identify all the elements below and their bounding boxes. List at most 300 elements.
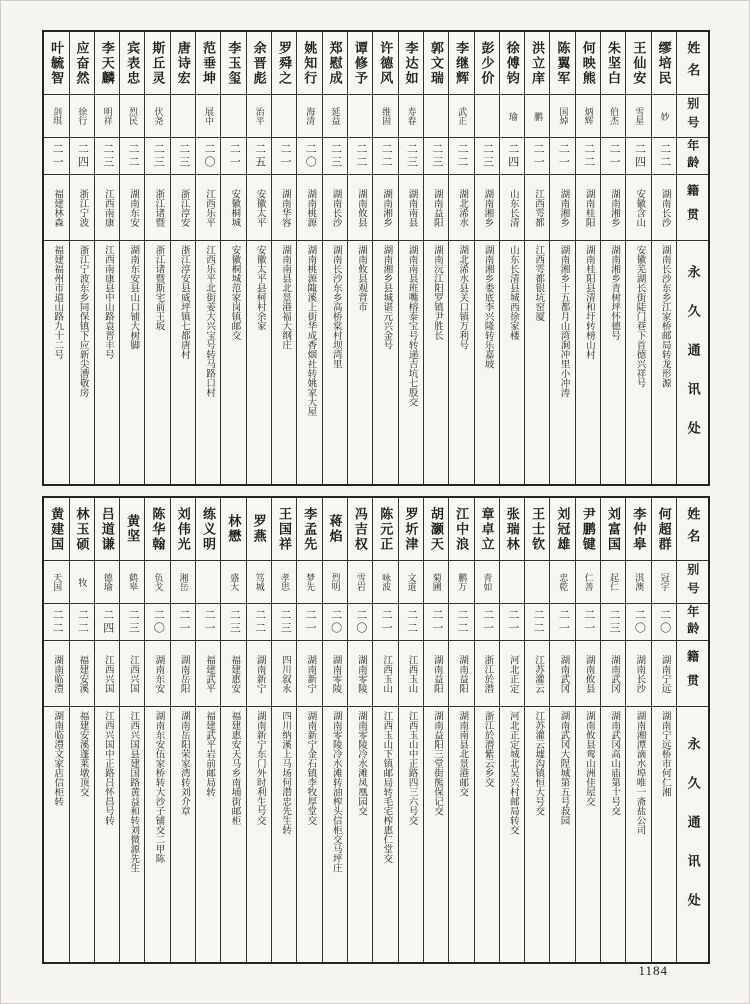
- person-name-cell: 罗舜之: [272, 32, 296, 95]
- person-name-cell: 胡灏天: [424, 498, 448, 561]
- person-alias-cell: 鹤皋: [120, 561, 144, 604]
- person-column: [119, 32, 144, 484]
- person-column: [600, 498, 625, 962]
- person-address-cell: 浙江宁波东乡同保镇下应新尖漕敬房: [77, 245, 88, 397]
- person-name-cell: 张瑞林: [500, 498, 524, 561]
- person-alias-cell: 起仁: [601, 561, 625, 604]
- person-column: [144, 32, 169, 484]
- person-age-cell: 二一: [297, 604, 321, 641]
- person-native-cell: 湖南长沙: [652, 175, 676, 241]
- person-age-cell: 二一: [576, 604, 600, 641]
- person-name-cell: 郭文瑞: [424, 32, 448, 95]
- person-alias-cell: 梦先: [297, 561, 321, 604]
- person-name-cell: 姚知行: [297, 32, 321, 95]
- person-native-cell: 福建惠安: [221, 641, 245, 707]
- person-age-cell: 二三: [399, 138, 423, 175]
- person-alias-cell: 延益: [323, 95, 347, 138]
- person-address-cell: 湖南湘潭滴水埠唯一斋盐公司: [634, 711, 645, 835]
- person-native-cell: 湖南武冈: [601, 641, 625, 707]
- person-native-cell: 安徽太平: [247, 175, 271, 241]
- person-name-cell: 谭修予: [348, 32, 372, 95]
- person-address-cell: 湖南桂阳县清和圩转榜山村: [583, 245, 594, 359]
- person-native-cell: 河北正定: [500, 641, 524, 707]
- person-native-cell: 安徽桐城: [221, 175, 245, 241]
- person-age-cell: 二一: [601, 138, 625, 175]
- person-age-cell: 二三: [95, 138, 119, 175]
- person-age-cell: 二二: [373, 138, 397, 175]
- person-column: [651, 498, 676, 962]
- person-native-cell: 江西乐平: [196, 175, 220, 241]
- person-native-cell: 湖南桂阳: [576, 175, 600, 241]
- person-name-cell: 余晋彪: [247, 32, 271, 95]
- person-column: [499, 32, 524, 484]
- person-native-cell: 湖南攸县: [576, 641, 600, 707]
- person-age-cell: 二三: [145, 138, 169, 175]
- person-native-cell: 湖北浠水: [449, 175, 473, 241]
- person-alias-cell: 文道: [399, 561, 423, 604]
- person-column: [549, 32, 574, 484]
- person-native-cell: 福建林森: [44, 175, 68, 241]
- person-alias-cell: 天国: [44, 561, 68, 604]
- person-age-cell: 二四: [500, 138, 524, 175]
- person-name-cell: 徐傅钧: [500, 32, 524, 95]
- person-column: [44, 498, 68, 962]
- person-name-cell: 许德风: [373, 32, 397, 95]
- person-address-cell: 湖南武冈大陧城第五号菽园: [558, 711, 569, 825]
- person-native-cell: 湖南长沙: [626, 641, 650, 707]
- person-address-cell: 江苏灌云墟沟镇恒大号交: [533, 711, 544, 816]
- person-native-cell: 浙江淳安: [171, 175, 195, 241]
- person-native-cell: 浙江诸暨: [145, 175, 169, 241]
- person-column: [347, 32, 372, 484]
- person-age-cell: 二四: [95, 604, 119, 641]
- person-column: [549, 498, 574, 962]
- person-name-cell: 陈元正: [373, 498, 397, 561]
- person-native-cell: 浙江於潜: [475, 641, 499, 707]
- person-column: [220, 498, 245, 962]
- person-alias-cell: 牧: [70, 561, 94, 604]
- person-alias-cell: 妙: [652, 95, 676, 138]
- person-native-cell: 江西兴国: [95, 641, 119, 707]
- person-column: [398, 498, 423, 962]
- person-alias-cell: 明祥: [95, 95, 119, 138]
- person-age-cell: 二三: [475, 138, 499, 175]
- person-alias-cell: 展中: [196, 95, 220, 138]
- person-native-cell: 湖南湘乡: [601, 175, 625, 241]
- person-name-cell: 林懋: [221, 498, 245, 561]
- person-column: [296, 32, 321, 484]
- person-native-cell: 安徽含山: [626, 175, 650, 241]
- person-age-cell: 二二: [576, 138, 600, 175]
- directory-content: [42, 30, 710, 964]
- person-native-cell: 福建武平: [196, 641, 220, 707]
- person-name-cell: 冯吉权: [348, 498, 372, 561]
- page-number: 1184: [638, 963, 668, 978]
- person-age-cell: 二〇: [348, 604, 372, 641]
- person-address-cell: 湖南南县北景港福大纲庄: [280, 245, 291, 350]
- person-address-cell: 湖南新宁东门外时利生号交: [254, 711, 265, 825]
- person-native-cell: 湖南益阳: [424, 641, 448, 707]
- person-native-cell: 山东长清: [500, 175, 524, 241]
- person-alias-cell: 烈明: [323, 561, 347, 604]
- person-column: [271, 498, 296, 962]
- person-name-cell: 李天麟: [95, 32, 119, 95]
- person-age-cell: 二〇: [196, 138, 220, 175]
- person-alias-cell: 烈民: [120, 95, 144, 138]
- person-column: [575, 32, 600, 484]
- person-alias-cell: [221, 95, 245, 138]
- person-address-cell: 浙江淳安县威坪镇七都唐村: [178, 245, 189, 359]
- person-column: [195, 498, 220, 962]
- person-column: [448, 498, 473, 962]
- person-alias-cell: 德瑜: [95, 561, 119, 604]
- person-address-cell: 安徽太平县柯村余家: [254, 245, 265, 331]
- person-native-cell: 湖南新宁: [247, 641, 271, 707]
- person-column: [220, 32, 245, 484]
- header-column: [676, 32, 708, 484]
- person-alias-cell: [348, 95, 372, 138]
- person-name-cell: 刘伟光: [171, 498, 195, 561]
- person-native-cell: 湖南桃源: [297, 175, 321, 241]
- person-age-cell: 二一: [475, 604, 499, 641]
- person-alias-cell: 治平: [247, 95, 271, 138]
- person-alias-cell: 徐行: [70, 95, 94, 138]
- person-alias-cell: 维固: [373, 95, 397, 138]
- person-address-cell: 福建武平岩前邮局转: [204, 711, 215, 797]
- person-native-cell: 江西玉山: [373, 641, 397, 707]
- person-column: [423, 32, 448, 484]
- person-address-cell: 湖南益阳三堂街熊保记交: [431, 711, 442, 816]
- person-alias-cell: 仁善: [576, 561, 600, 604]
- person-age-cell: 二四: [626, 138, 650, 175]
- person-native-cell: 湖南零陵: [348, 641, 372, 707]
- person-name-cell: 刘冠雄: [550, 498, 574, 561]
- person-column: [170, 498, 195, 962]
- person-age-cell: 二三: [171, 138, 195, 175]
- person-column: [246, 498, 271, 962]
- person-address-cell: 湖南攸县鸾山洲佳屋交: [583, 711, 594, 806]
- person-name-cell: 罗燕: [247, 498, 271, 561]
- person-name-cell: 叶毓智: [44, 32, 68, 95]
- person-alias-cell: 孝思: [272, 561, 296, 604]
- person-age-cell: 二三: [424, 138, 448, 175]
- person-address-cell: 湖南南县北景港邮交: [457, 711, 468, 797]
- person-name-cell: 黄坚: [120, 498, 144, 561]
- person-native-cell: 湖南益阳: [424, 175, 448, 241]
- person-name-cell: 陈华翰: [145, 498, 169, 561]
- person-column: [119, 498, 144, 962]
- header-name: 姓名: [677, 498, 708, 561]
- person-alias-cell: [525, 561, 549, 604]
- person-native-cell: 湖南湘乡: [550, 175, 574, 241]
- person-alias-cell: 笃城: [247, 561, 271, 604]
- person-name-cell: 李仲皋: [626, 498, 650, 561]
- person-age-cell: 二一: [196, 604, 220, 641]
- person-age-cell: 二四: [70, 138, 94, 175]
- person-age-cell: 二二: [399, 604, 423, 641]
- person-column: [69, 32, 94, 484]
- person-age-cell: 二二: [44, 604, 68, 641]
- person-address-cell: 湖南东安县山口铺大树脚: [128, 245, 139, 350]
- person-alias-cell: 武正: [449, 95, 473, 138]
- person-alias-cell: 菊圃: [424, 561, 448, 604]
- person-alias-cell: 炳辉: [576, 95, 600, 138]
- person-alias-cell: 鹏: [525, 95, 549, 138]
- person-address-cell: 湖南长沙东乡高桥棠村坝湾里: [330, 245, 341, 369]
- person-name-cell: 王士钦: [525, 498, 549, 561]
- header-name: 姓名: [677, 32, 708, 95]
- person-column: [322, 498, 347, 962]
- person-name-cell: 王仙安: [626, 32, 650, 95]
- person-age-cell: 二〇: [145, 604, 169, 641]
- person-name-cell: 吕道谦: [95, 498, 119, 561]
- person-alias-cell: [500, 561, 524, 604]
- person-native-cell: 湖南东安: [120, 175, 144, 241]
- header-address: 永久通讯处: [685, 265, 701, 460]
- person-age-cell: 二二: [449, 604, 473, 641]
- person-column: [625, 498, 650, 962]
- person-name-cell: 唐诗宏: [171, 32, 195, 95]
- person-column: [651, 32, 676, 484]
- person-column: [195, 32, 220, 484]
- person-name-cell: 陈翼军: [550, 32, 574, 95]
- person-address-cell: 江西玉山中正路四三六号交: [406, 711, 417, 825]
- person-address-cell: 河北正定城北吴兴村邮局转交: [507, 711, 518, 835]
- person-column: [246, 32, 271, 484]
- person-age-cell: 二二: [348, 138, 372, 175]
- person-address-cell: 湖南长沙东乡江家桥邮局转龙形源: [659, 245, 670, 388]
- person-name-cell: 范垂坤: [196, 32, 220, 95]
- person-age-cell: 二二: [120, 138, 144, 175]
- person-age-cell: 二一: [424, 604, 448, 641]
- person-alias-cell: 雪岩: [348, 561, 372, 604]
- person-age-cell: 二三: [323, 138, 347, 175]
- person-column: [448, 32, 473, 484]
- person-native-cell: 湖南湘乡: [475, 175, 499, 241]
- person-column: [44, 32, 68, 484]
- person-column: [398, 32, 423, 484]
- person-address-cell: 湖南南县班嘴榕泰宝号转递吉坑七股交: [406, 245, 417, 407]
- person-native-cell: 江苏灌云: [525, 641, 549, 707]
- person-native-cell: 湖南临澧: [44, 641, 68, 707]
- person-alias-cell: 瑜: [500, 95, 524, 138]
- person-age-cell: 二一: [272, 138, 296, 175]
- person-address-cell: 山东长清县城西徐家楼: [507, 245, 518, 340]
- person-name-cell: 林玉硕: [70, 498, 94, 561]
- person-column: [474, 32, 499, 484]
- person-address-cell: 安徽桐城范家岗镇邮交: [229, 245, 240, 340]
- person-age-cell: 二〇: [626, 604, 650, 641]
- person-native-cell: 湖南岳阳: [171, 641, 195, 707]
- person-alias-cell: 国焯: [550, 95, 574, 138]
- person-alias-cell: 寿春: [399, 95, 423, 138]
- person-native-cell: 江西雩都: [525, 175, 549, 241]
- person-address-cell: 福建惠安天马乡南埔街邮柜: [229, 711, 240, 825]
- person-alias-cell: 海清: [297, 95, 321, 138]
- person-address-cell: 江西乐平北街姜大兴宝号转马路口村: [204, 245, 215, 397]
- header-age: 年龄: [677, 138, 708, 175]
- person-column: [372, 498, 397, 962]
- person-age-cell: 二三: [120, 604, 144, 641]
- person-address-cell: 湖北浠水县关口镇万利号: [457, 245, 468, 350]
- person-address-cell: 江西兴国中正路吕怀昌号转: [102, 711, 113, 825]
- person-address-cell: 湖南宁远桥市何仁湘: [659, 711, 670, 797]
- person-address-cell: 江西雩都银坑窑厦: [533, 245, 544, 321]
- person-name-cell: 何映熊: [576, 32, 600, 95]
- person-name-cell: 何超群: [652, 498, 676, 561]
- person-column: [474, 498, 499, 962]
- person-alias-cell: 湘岳: [171, 561, 195, 604]
- person-age-cell: 二三: [221, 604, 245, 641]
- person-column: [94, 32, 119, 484]
- person-age-cell: 二〇: [323, 604, 347, 641]
- person-age-cell: 二一: [500, 604, 524, 641]
- person-column: [271, 32, 296, 484]
- person-column: [575, 498, 600, 962]
- person-column: [170, 32, 195, 484]
- person-age-cell: 二二: [652, 138, 676, 175]
- person-column: [296, 498, 321, 962]
- person-alias-cell: 青如: [475, 561, 499, 604]
- person-age-cell: 二一: [525, 138, 549, 175]
- directory-table-top: [42, 30, 710, 486]
- person-name-cell: 洪立庠: [525, 32, 549, 95]
- header-alias: 别号: [677, 561, 708, 604]
- person-alias-cell: [424, 95, 448, 138]
- person-name-cell: 罗圻津: [399, 498, 423, 561]
- person-name-cell: 章卓立: [475, 498, 499, 561]
- person-age-cell: 二三: [601, 604, 625, 641]
- person-age-cell: 二一: [373, 604, 397, 641]
- person-age-cell: 二二: [525, 604, 549, 641]
- person-alias-cell: 伏尧: [145, 95, 169, 138]
- person-alias-cell: [171, 95, 195, 138]
- person-age-cell: 二〇: [652, 604, 676, 641]
- header-column: [676, 498, 708, 962]
- person-column: [144, 498, 169, 962]
- person-age-cell: 二一: [550, 604, 574, 641]
- person-alias-cell: 负戈: [145, 561, 169, 604]
- person-column: [347, 498, 372, 962]
- person-age-cell: 二三: [272, 604, 296, 641]
- person-alias-cell: 忠乾: [550, 561, 574, 604]
- person-name-cell: 应奋然: [70, 32, 94, 95]
- person-native-cell: 湖南湘乡: [373, 175, 397, 241]
- person-native-cell: 湖南新宁: [297, 641, 321, 707]
- person-address-cell: 福建福州市道山路九十二号: [52, 245, 63, 359]
- person-age-cell: 二一: [550, 138, 574, 175]
- person-native-cell: 福建安溪: [70, 641, 94, 707]
- person-address-cell: 湖南东安伍家桥转大沙子铺交二甲陈: [153, 711, 164, 863]
- person-native-cell: 湖南东安: [145, 641, 169, 707]
- person-address-cell: 浙江诸暨斯宅前王坂: [153, 245, 164, 331]
- person-alias-cell: 剑琪: [44, 95, 68, 138]
- person-name-cell: 江中浪: [449, 498, 473, 561]
- person-address-cell: 湖南湘乡十五都月山湾涧冲里小冲涛: [558, 245, 569, 397]
- person-alias-cell: 鹏万: [449, 561, 473, 604]
- person-name-cell: 蒋焰: [323, 498, 347, 561]
- person-name-cell: 宾表忠: [120, 32, 144, 95]
- person-name-cell: 郑慰成: [323, 32, 347, 95]
- person-address-cell: 江西玉山下镇邮局转毛宅榨惠仁堂交: [381, 711, 392, 863]
- person-column: [524, 498, 549, 962]
- person-name-cell: 李达如: [399, 32, 423, 95]
- person-age-cell: 二一: [44, 138, 68, 175]
- person-native-cell: 浙江宁波: [70, 175, 94, 241]
- person-alias-cell: 咏波: [373, 561, 397, 604]
- person-column: [322, 32, 347, 484]
- person-address-cell: 湖南临澧文家店信柜转: [52, 711, 63, 806]
- person-native-cell: 湖南华容: [272, 175, 296, 241]
- person-native-cell: 湖南益阳: [449, 641, 473, 707]
- person-address-cell: 湖南湘乡县城谌元兴金号: [381, 245, 392, 350]
- person-native-cell: 湖南攸县: [348, 175, 372, 241]
- person-address-cell: 安徽芜湖长街陡门巷下首德兴祥号: [634, 245, 645, 388]
- person-age-cell: 二二: [247, 604, 271, 641]
- person-column: [600, 32, 625, 484]
- person-column: [423, 498, 448, 962]
- person-address-cell: 四川纳溪上马场何潜忠先生转: [280, 711, 291, 835]
- person-native-cell: 江西玉山: [399, 641, 423, 707]
- person-name-cell: 朱坚白: [601, 32, 625, 95]
- person-name-cell: 李继辉: [449, 32, 473, 95]
- person-age-cell: 二二: [70, 604, 94, 641]
- person-alias-cell: 淇澳: [626, 561, 650, 604]
- person-age-cell: 二一: [221, 138, 245, 175]
- header-native: 籍贯: [677, 175, 708, 241]
- person-age-cell: 二二: [449, 138, 473, 175]
- person-address-cell: 湖南攸县观背市: [356, 245, 367, 312]
- person-native-cell: 湖南零陵: [323, 641, 347, 707]
- person-native-cell: 湖南南县: [399, 175, 423, 241]
- person-alias-cell: [196, 561, 220, 604]
- header-age: 年龄: [677, 604, 708, 641]
- person-name-cell: 尹鹏键: [576, 498, 600, 561]
- person-alias-cell: 盛大: [221, 561, 245, 604]
- person-column: [94, 498, 119, 962]
- header-alias: 别号: [677, 95, 708, 138]
- person-column: [372, 32, 397, 484]
- person-alias-cell: [475, 95, 499, 138]
- person-name-cell: 李玉玺: [221, 32, 245, 95]
- directory-table-bottom: [42, 496, 710, 964]
- person-name-cell: 王国祥: [272, 498, 296, 561]
- person-age-cell: 二一: [171, 604, 195, 641]
- person-column: [625, 32, 650, 484]
- person-native-cell: 江西兴国: [120, 641, 144, 707]
- person-address-cell: 湖南新宁金石镇李牧厚堂交: [305, 711, 316, 825]
- person-name-cell: 练义明: [196, 498, 220, 561]
- person-native-cell: 湖南宁远: [652, 641, 676, 707]
- person-column: [524, 32, 549, 484]
- person-address-cell: 江西兴国县建国路黄益和转刘微源先生: [128, 711, 139, 873]
- person-native-cell: 江西南康: [95, 175, 119, 241]
- person-name-cell: 缪培民: [652, 32, 676, 95]
- header-native: 籍贯: [677, 641, 708, 707]
- person-name-cell: 斯丘灵: [145, 32, 169, 95]
- person-address-cell: 江西南康县中山路袁晋丰号: [102, 245, 113, 359]
- person-address-cell: 湖南湘乡娄底李兴隆转乐嘉坡: [482, 245, 493, 369]
- header-address: 永久通讯处: [685, 737, 701, 932]
- person-name-cell: 黄建国: [44, 498, 68, 561]
- person-address-cell: 湖南桃源陬溪上街华成香烟社转姚家大屋: [305, 245, 316, 416]
- person-address-cell: 福建安溪蓬莱墩顶交: [77, 711, 88, 797]
- person-address-cell: 湖南零陵冷水滩凤凰园交: [356, 711, 367, 816]
- person-alias-cell: 雪星: [626, 95, 650, 138]
- person-address-cell: 浙江於潜紫云乡交: [482, 711, 493, 787]
- person-alias-cell: 伯杰: [601, 95, 625, 138]
- person-alias-cell: [272, 95, 296, 138]
